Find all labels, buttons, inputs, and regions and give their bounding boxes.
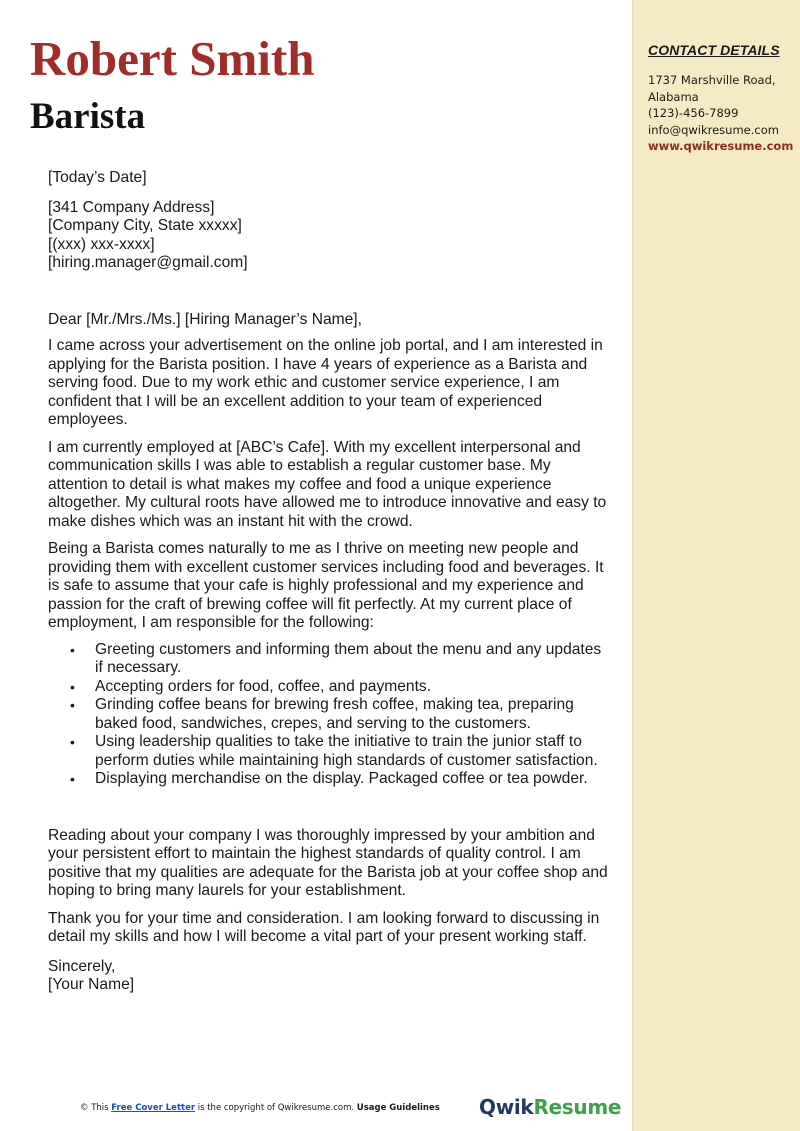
signoff: Sincerely, <box>48 957 116 975</box>
free-cover-letter-link[interactable]: Free Cover Letter <box>111 1103 196 1113</box>
page-footer <box>0 1095 632 1120</box>
qwikresume-logo[interactable]: QwikResume <box>479 1095 622 1119</box>
job-title: Barista <box>30 96 146 137</box>
greeting: Dear [Mr./Mrs./Ms.] [Hiring Manager’s Name], <box>48 310 362 328</box>
paragraph-intro: I came across your advertisement on the online job portal, and I am interested in applying for the Barista position. I have 4 years of experience as a Barista and serving food. Due to my work ethic and customer service experience, I am confident that I will be an excellent addition to your team of experienced employees. <box>48 337 603 428</box>
contact-sidebar <box>632 0 800 1131</box>
email-address[interactable]: info@qwikresume.com <box>648 122 779 137</box>
contact-heading: CONTACT DETAILS <box>648 42 780 58</box>
paragraph-responsibilities: Being a Barista comes naturally to me as I thrive on meeting new people and providing them with excellent customer services including food and beverages. It is safe to assume that your cafe is highly professional and my experience and passion for the craft of brewing coffee will fit perfectly. At my current place of employment, I am responsible for the following: <box>48 540 604 631</box>
list-item: • Greeting customers and informing them about the menu and any updates if necessary. <box>70 640 602 676</box>
recipient-email: [hiring.manager@gmail.com] <box>48 254 248 271</box>
recipient-phone: [(xxx) xxx-xxxx] <box>48 235 155 253</box>
contact-details <box>648 72 798 155</box>
bullet-icon: • <box>70 641 75 658</box>
bullet-icon: • <box>70 734 75 750</box>
paragraph-closing-1: Reading about your company I was thoroughly impressed by your ambition and your persistent effort to maintain the highest standards of quality control. I am positive that my qualities are adequate for the Barista job at your coffee shop and hoping to bring many laurels for your establishment. <box>48 826 608 899</box>
signature-name: [Your Name] <box>48 976 135 993</box>
applicant-name: Robert Smith <box>30 31 315 86</box>
letter-body <box>48 169 608 995</box>
usage-guidelines-link[interactable]: Usage Guidelines <box>356 1103 440 1113</box>
copyright-icon: © <box>80 1103 89 1113</box>
responsibilities-list <box>48 641 608 789</box>
list-item: • Accepting orders for food, coffee, and payments. <box>70 677 432 695</box>
letter-date: [Today’s Date] <box>48 169 147 186</box>
list-item: • Displaying merchandise on the display. Packaged coffee or tea powder. <box>70 770 588 787</box>
bullet-icon: • <box>70 697 75 713</box>
list-item: • Using leadership qualities to take the initiative to train the junior staff to perform duties while maintaining high standards of customer satisfaction. <box>70 733 598 769</box>
copyright-notice: © This Free Cover Letter is the copyright of Qwikresume.com. Usage Guidelines <box>80 1103 440 1113</box>
list-item: • Grinding coffee beans for brewing fresh coffee, making tea, preparing baked food, sandwiches, crepes, and serving to the customers. <box>70 696 574 732</box>
recipient-city-state: [Company City, State xxxxx] <box>48 217 242 234</box>
address-line-2: Alabama <box>648 89 699 104</box>
bullet-icon: • <box>70 771 75 787</box>
recipient-address: [341 Company Address] <box>48 198 215 216</box>
website-link[interactable]: www.qwikresume.com <box>648 139 794 153</box>
paragraph-closing-2: Thank you for your time and consideration. I am looking forward to discussing in detail my skills and how I will become a vital part of your present working staff. <box>48 909 600 945</box>
phone-number: (123)-456-7899 <box>648 106 739 120</box>
paragraph-current-role: I am currently employed at [ABC’s Cafe]. With my excellent interpersonal and communication skills I was able to establish a regular customer base. My attention to detail is what makes my coffee and food a unique experience altogether. My cultural roots have allowed me to introduce innovative and easy to make dishes which was an instant hit with the crowd. <box>48 438 607 530</box>
bullet-icon: • <box>70 678 75 695</box>
address-line-1: 1737 Marshville Road, <box>648 73 776 87</box>
